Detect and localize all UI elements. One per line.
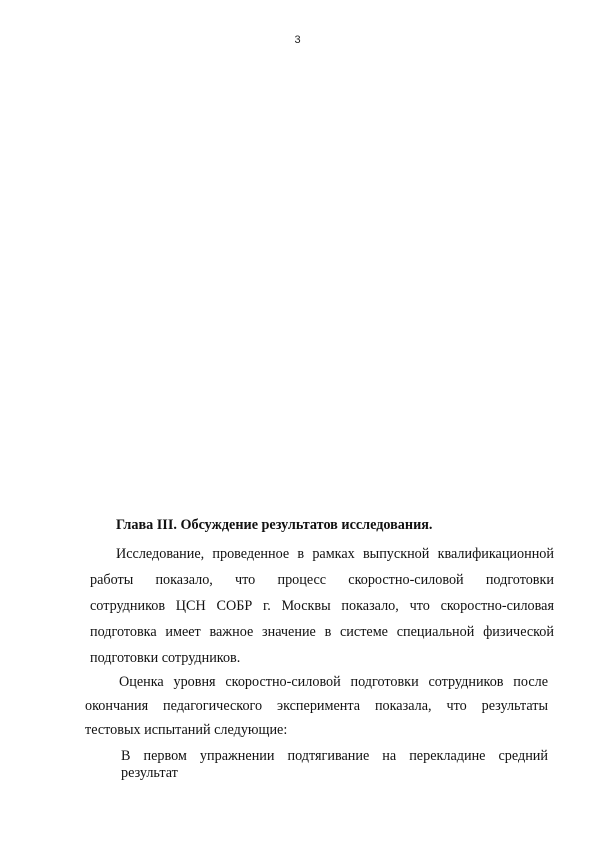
paragraph-line: В первом упражнении подтягивание на перекладине средний результат: [121, 748, 548, 781]
paragraph-line: Исследование, проведенное в рамках выпускной квалификационной: [116, 546, 554, 562]
page-number: 3: [294, 34, 301, 46]
paragraph-line: тестовых испытаний следующие:: [85, 722, 288, 738]
paragraph-line: Оценка уровня скоростно-силовой подготовки сотрудников после: [119, 674, 548, 690]
paragraph-line: окончания педагогического эксперимента показала, что результаты: [85, 698, 548, 714]
paragraph-line: подготовка имеет важное значение в системе специальной физической: [90, 624, 554, 640]
paragraph-line: сотрудников ЦСН СОБР г. Москвы показало, что скоростно-силовая: [90, 598, 554, 614]
chapter-heading: Глава III. Обсуждение результатов исследования.: [116, 517, 433, 533]
paragraph-line: подготовки сотрудников.: [90, 650, 241, 666]
paragraph-line: работы показало, что процесс скоростно-силовой подготовки: [90, 572, 554, 588]
